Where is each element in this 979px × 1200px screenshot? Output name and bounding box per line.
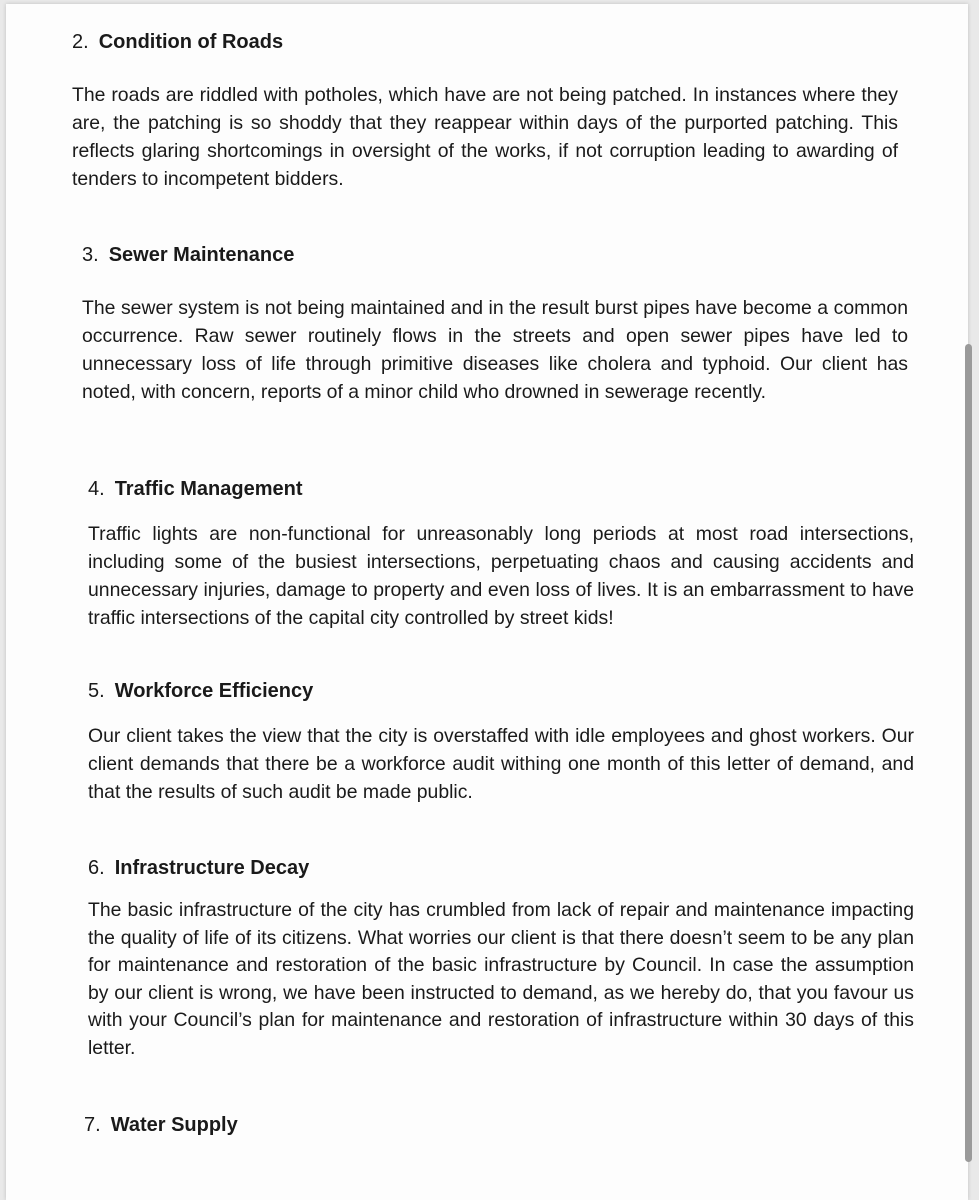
section-infrastructure-decay [88,856,914,1062]
section-heading [72,30,898,54]
section-title: Condition of Roads [98,31,284,53]
section-number: 2. [72,31,89,53]
section-number: 5. [88,680,105,702]
section-body: Traffic lights are non-functional for unreasonably long periods at most road intersections, including some of the busiest intersections, perpetuating chaos and causing accidents and unnecessary injuries, damage to property and even loss of lives. It is an embarrassment to have traffic intersections of the capital city controlled by street kids! [88,523,914,629]
section-heading [82,243,908,267]
section-body: Our client takes the view that the city is overstaffed with idle employees and ghost workers. Our client demands that there be a workforce audit withing one month of this letter of demand, and that the results of such audit be made public. [88,725,914,803]
section-heading [88,856,914,880]
section-traffic-management [88,477,914,632]
section-heading [88,679,914,703]
section-title: Water Supply [110,1114,238,1136]
section-workforce-efficiency [88,679,914,806]
scrollbar-thumb[interactable] [965,344,972,1162]
section-water-supply [84,1113,910,1137]
section-number: 4. [88,478,105,500]
section-title: Sewer Maintenance [108,244,295,266]
section-condition-of-roads [72,30,898,193]
section-heading [88,477,914,501]
section-number: 3. [82,244,99,266]
section-heading [84,1113,910,1137]
section-number: 6. [88,857,105,879]
vertical-scrollbar[interactable] [968,4,976,1200]
section-title: Traffic Management [114,478,303,500]
section-number: 7. [84,1114,101,1136]
section-body: The roads are riddled with potholes, which have are not being patched. In instances where they are, the patching is so shoddy that they reappear within days of the purported patching. This reflects glaring shortcomings in oversight of the works, if not corruption leading to awarding of tenders to incompetent bidders. [72,84,898,190]
section-sewer-maintenance [82,243,908,406]
section-title: Infrastructure Decay [114,857,310,879]
section-body: The sewer system is not being maintained and in the result burst pipes have become a common occurrence. Raw sewer routinely flows in the streets and open sewer pipes have led to unnecessary loss of life through primitive diseases like cholera and typhoid. Our client has noted, with concern, reports of a minor child who drowned in sewerage recently. [82,297,908,403]
section-title: Workforce Efficiency [114,680,314,702]
section-body: The basic infrastructure of the city has crumbled from lack of repair and maintenance impacting the quality of life of its citizens. What worries our client is that there doesn’t seem to be any plan for maintenance and restoration of the basic infrastructure by Council. In case the assumption by our client is wrong, we have been instructed to demand, as we hereby do, that you favour us with your Council’s plan for maintenance and restoration of infrastructure within 30 days of this letter. [88,899,914,1059]
document-page [6,4,968,1200]
